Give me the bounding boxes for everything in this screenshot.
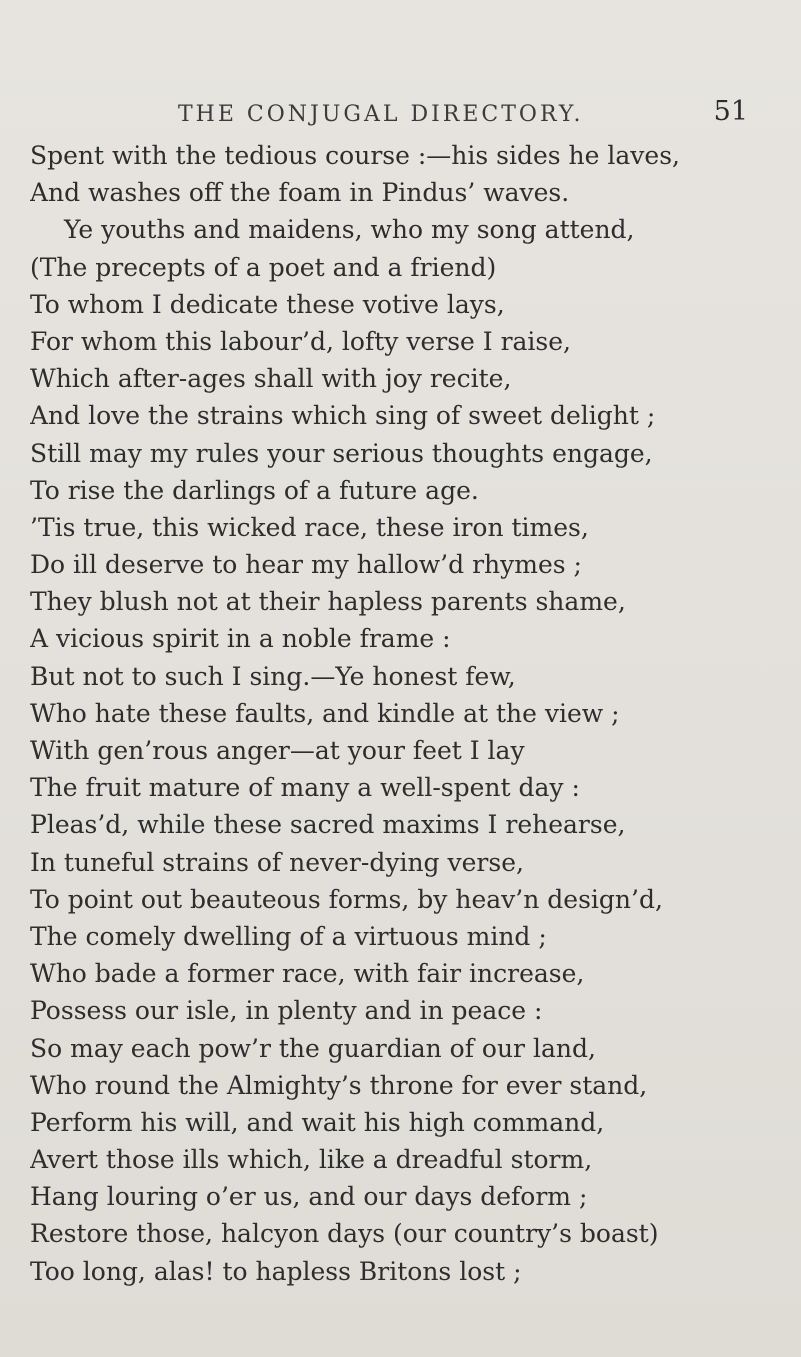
- poem-line: Who bade a former race, with fair increase,: [30, 959, 585, 989]
- poem-line: To point out beauteous forms, by heav’n design’d,: [30, 884, 663, 914]
- poem-line: The fruit mature of many a well-spent day :: [30, 773, 580, 803]
- poem-line: Which after-ages shall with joy recite,: [30, 364, 512, 394]
- poem-line: To rise the darlings of a future age.: [30, 475, 479, 505]
- poem-line: With gen’rous anger—at your feet I lay: [30, 736, 525, 765]
- poem-line: Ye youths and maidens, who my song attend,: [64, 215, 635, 245]
- page-header: [178, 96, 748, 136]
- poem-line: To whom I dedicate these votive lays,: [30, 289, 505, 319]
- poem-line: Restore those, halcyon days (our country’s boast): [30, 1219, 659, 1249]
- poem-line: Perform his will, and wait his high command,: [30, 1107, 605, 1137]
- poem-line: Do ill deserve to hear my hallow’d rhymes ;: [30, 550, 582, 580]
- poem-line: They blush not at their hapless parents shame,: [30, 587, 626, 617]
- poem-line: Too long, alas! to hapless Britons lost ;: [30, 1256, 522, 1286]
- poem-line: And washes off the foam in Pindus’ waves.: [30, 178, 570, 208]
- poem-text: [30, 137, 790, 1290]
- poem-line: A vicious spirit in a noble frame :: [30, 624, 451, 654]
- poem-line: ’Tis true, this wicked race, these iron times,: [30, 512, 589, 542]
- poem-line: For whom this labour’d, lofty verse I raise,: [30, 326, 572, 356]
- poem-line: Spent with the tedious course :—his sides he laves,: [30, 141, 680, 170]
- poem-line: Pleas’d, while these sacred maxims I rehearse,: [30, 810, 626, 840]
- poem-line: In tuneful strains of never-dying verse,: [30, 847, 524, 877]
- poem-line: Hang louring o’er us, and our days deform ;: [30, 1182, 588, 1212]
- poem-line: Avert those ills which, like a dreadful storm,: [30, 1145, 593, 1175]
- poem-line: But not to such I sing.—Ye honest few,: [30, 661, 516, 691]
- page-number: 51: [713, 96, 748, 127]
- poem-line: Possess our isle, in plenty and in peace :: [30, 996, 543, 1026]
- poem-line: So may each pow’r the guardian of our land,: [30, 1033, 596, 1063]
- poem-line: And love the strains which sing of sweet delight ;: [30, 401, 656, 431]
- poem-line: Still may my rules your serious thoughts engage,: [30, 438, 653, 468]
- poem-line: Who round the Almighty’s throne for ever stand,: [30, 1070, 648, 1100]
- poem-line: (The precepts of a poet and a friend): [30, 252, 497, 282]
- poem-line: Who hate these faults, and kindle at the view ;: [30, 698, 620, 728]
- running-head: THE CONJUGAL DIRECTORY.: [178, 102, 584, 127]
- poem-line: The comely dwelling of a virtuous mind ;: [30, 921, 547, 951]
